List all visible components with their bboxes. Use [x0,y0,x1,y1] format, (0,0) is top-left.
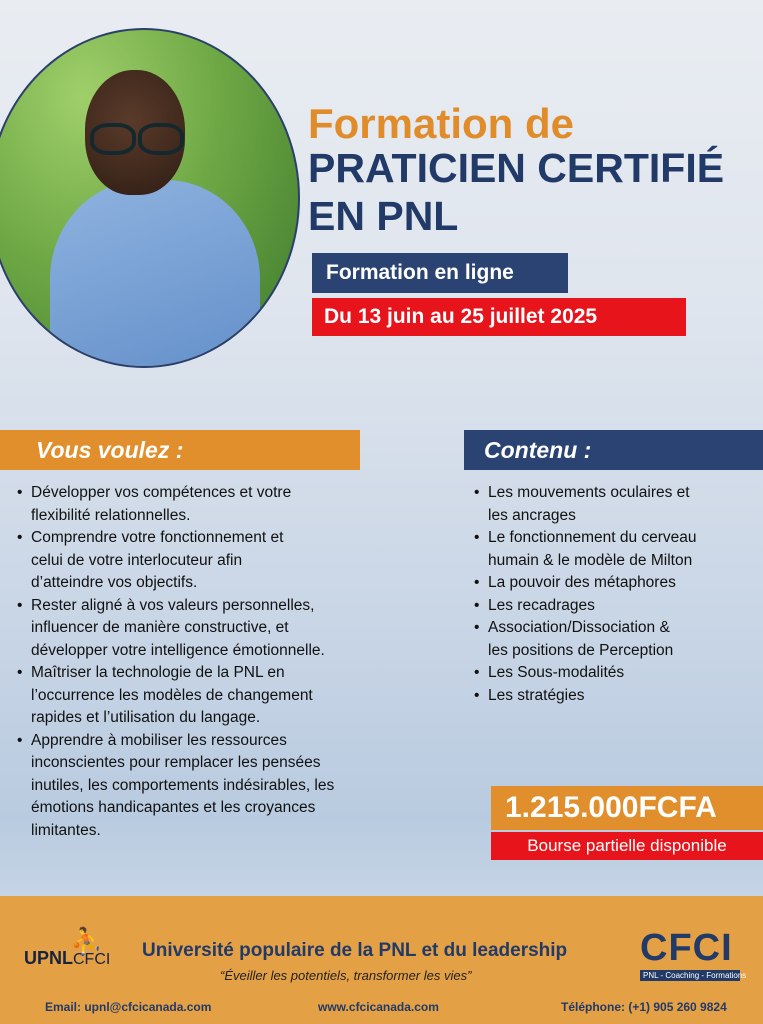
university-name: Université populaire de la PNL et du leadership [142,940,568,961]
content-list [474,482,759,707]
phone-number: Téléphone: (+1) 905 260 9824 [561,1000,727,1014]
price-badge: 1.215.000FCFA [491,786,763,830]
scholarship-badge: Bourse partielle disponible [491,832,763,860]
portrait-shirt [50,180,260,368]
list-item: • Les mouvements oculaires et les ancrages [474,482,759,527]
goals-list [17,482,417,842]
right-section-heading: Contenu : [464,430,763,470]
left-section-heading: Vous voulez : [0,430,360,470]
list-item: • Rester aligné à vos valeurs personnelles, influencer de manière constructive, et développer votre intelligence émotionnelle. [17,595,417,663]
list-item: • Association/Dissociation & les positions de Perception [474,617,759,662]
list-item: • Les recadrages [474,595,759,618]
title-line-1: Formation de [308,100,575,147]
title-line-3: EN PNL [308,193,459,239]
list-item: • Les Sous-modalités [474,662,759,685]
portrait-glasses [90,123,182,147]
tagline: “Éveiller les potentiels, transformer les vies” [220,968,472,983]
list-item: • La pouvoir des métaphores [474,572,759,595]
list-item: • Les stratégies [474,685,759,708]
list-item: • Comprendre votre fonctionnement et celui de votre interlocuteur afin d’atteindre vos objectifs. [17,527,417,595]
website-link[interactable]: www.cfcicanada.com [318,1000,439,1014]
mode-badge: Formation en ligne [312,253,568,293]
footer [0,896,763,1024]
list-item: • Développer vos compétences et votre flexibilité relationnelles. [17,482,417,527]
list-item: • Apprendre à mobiliser les ressources inconscientes pour remplacer les pensées inutiles, les comportements indésirables, les émotions handicapantes et les croyances limitantes. [17,730,417,843]
list-item: • Le fonctionnement du cerveau humain & le modèle de Milton [474,527,759,572]
list-item: • Maîtriser la technologie de la PNL en l’occurrence les modèles de changement rapides et l’utilisation du langage. [17,662,417,730]
upnl-logo: ⛹ UPNLCFCI [24,926,111,968]
cfci-logo: CFCI PNL - Coaching - Formations [640,927,747,980]
title-line-2: PRATICIEN CERTIFIÉ [308,145,725,191]
person-icon: ⛹ [70,926,103,956]
dates-badge: Du 13 juin au 25 juillet 2025 [312,298,686,336]
portrait-photo [0,28,300,368]
email-link[interactable]: Email: upnl@cfcicanada.com [45,1000,212,1014]
